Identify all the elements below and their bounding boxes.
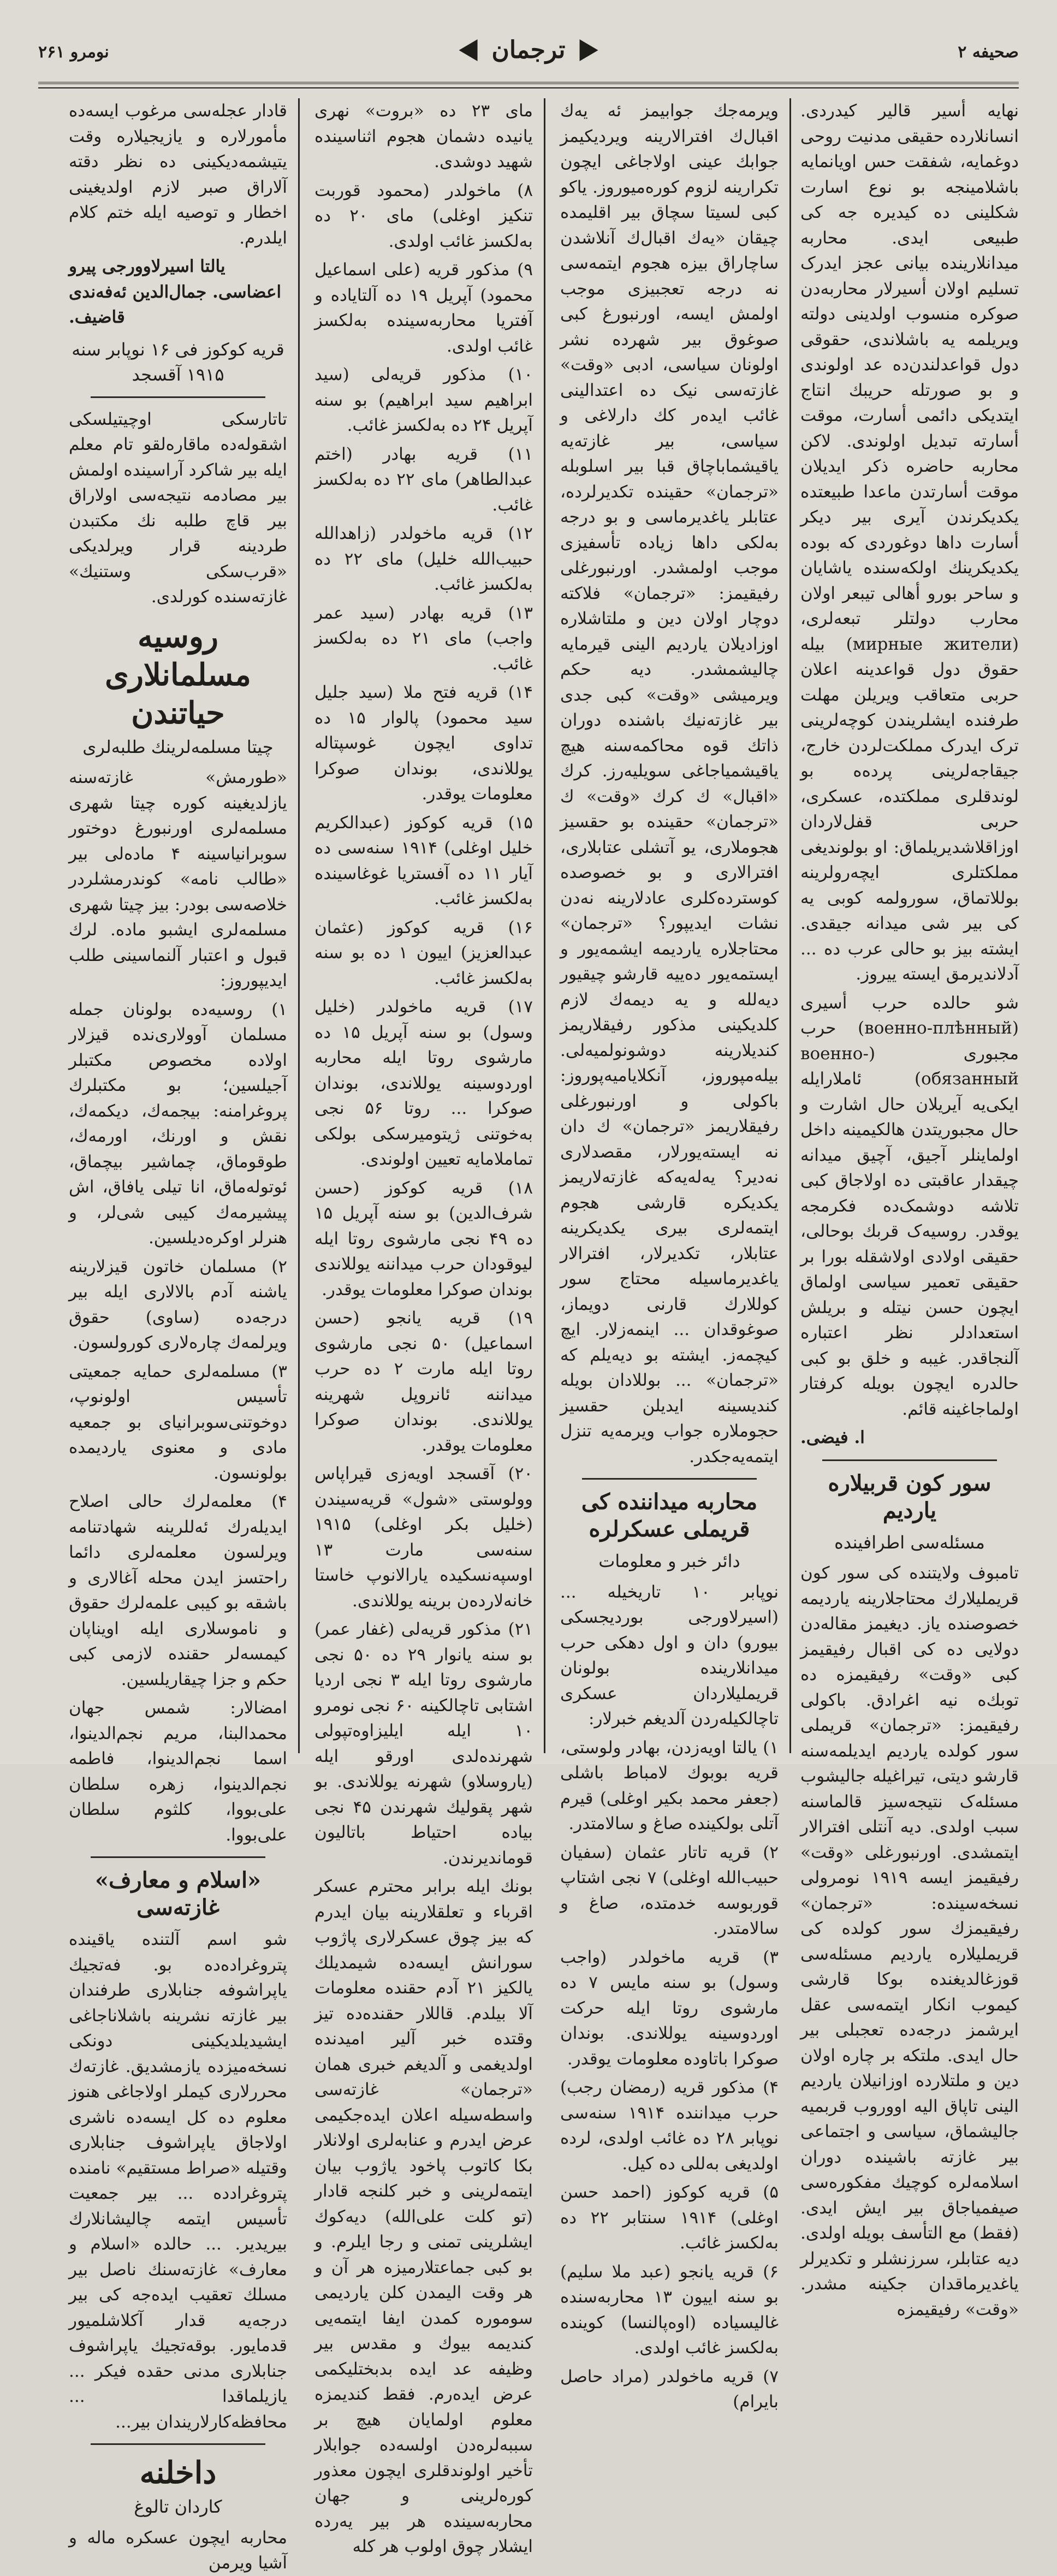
list-item: ۴) مذکور قریه (رمضان رجب) حرب میداننده ۱۹۱۴ سنه‌سی نوپابر ۲۸ ده غائب اولدی، لرده اولدیغی بەللی ده کیل. — [560, 2078, 779, 2174]
masthead-title-group — [459, 36, 598, 64]
list-item: ۱۵) قریه کوکوز (عبدالکریم خلیل اوغلی) ۱۹۱۴ سنه‌سی ده آیار ۱۱ ده آفستریا غوغاسینده بەلکسز غائب. — [314, 812, 533, 909]
section-headline: روسیه مسلمانلاری حیاتندن — [105, 618, 251, 731]
list-item: ۲۱) مذکور قریه‌لی (غفار عمر) بو سنه یانوار ۲۹ ده ۵۰ نجی مارشوی روتا ایله ۳ نجی اردیا اشتابی تاچالکینه ۶۰ نجی نومرو ۱۰ ایله ایلیزاوه‌تپولی شهرنده‌لدی اورقو ایله (یاروسلاو) شهرنه یوللاندی. بو شهر پقولیك شهرندن ۴۵ نجی بیاده احتیاط باتالیون قوماندیرندن. — [314, 1619, 533, 1868]
article-paragraph: محاربه ایچون عسکره ماله و آشیا ویرمن — [69, 2527, 287, 2573]
issue-number: نومرو ۲۶۱ — [38, 43, 109, 62]
column-3 — [314, 98, 533, 2556]
list-item: ۱) روسیه‌ده بولونان جمله مسلمان آوولاری‌نده قیزلار اولاده مخصوص مکتبلر آجیلسین؛ بو مکتبلرك پروغرامنه: بیجمه‌ك، دیکمه‌ك، نقش و اورنك، اورمه‌ك، طوقوماق، چماشیر بیچماق، ئوتوله‌ماق، انا تیلی یافاق، اش پیشیرمه‌ك کیبی شی‌لر، و هنرلر اوکره‌دیلسین. — [69, 999, 287, 1248]
ornament-right-icon — [579, 39, 598, 61]
article-separator — [822, 1459, 997, 1461]
article-separator — [91, 2443, 265, 2445]
article-paragraph: تامبوف ولایتنده کی سور کون قریملیلارك محتاجلارینه یاردیمه خصوصنده یاز. دیغیمز مقاله‌دن دولایی ده کی اقبال رفیقیمز کبی «وقت» رفیقیمزه ده توبك‌ه نیه اغرادق. باکولی رفیقیمز: «ترجمان» قریملی سور کولده یاردیم ایدیلمه‌سنه قارشو دیتی، تیراغیله جالیشوب مسئله‌ک نتیجه‌سیز قالماسنه سبب اولدی. دیه آنتلی افترالار ایتمشدی. اورنبورغلی «وقت» رفیقیمز ایسه ۱۹۱۹ نومرولی نسخه‌سینده: «ترجمان» رفیقیمزك سور کولده کی قریملیلاره یاردیم مسئله‌سی قوزغالدیغنده بوکا قارشی کیموب انکار ایتمه‌سی عقل ایرشمز درجه‌ده تعجبلی بیر حال ایدی. ملتکه بر چاره اولان دین و ملتلارده اوزانیلان یاردیم الینی تاپاق الیه اووروب قربمیه جالیشماق، سیاسی و اجتماعی بیر غازته باشینده دوران اسلامه‌لره کوچیك مفکوره‌سی صیفمیاجاق بیر ایش ایدی. (فقط) مع التأسف بویله اولدی. دیه عتابلر، سرزنشلر و تکدیرلر یاغدیرماقدان جکینه مشدر. «وقت» رفیقیمزه — [800, 1563, 1019, 2319]
article-headline: سور کون قربیلاره یاردیم — [828, 1470, 991, 1523]
list-item: ۱۱) قریه بهادر (اختم عبدالطاهر) مای ۲۲ ده بەلکسز غائب. — [314, 444, 533, 515]
list-item: ۵) قریه کوکوز (احمد حسن اوغلی) ۱۹۱۴ سنتابر ۲۲ ده بەلکسز غائب. — [560, 2182, 779, 2253]
list-item: ۶) قریه یانجو (عبد ملا سلیم) بو سنه اییون ۱۳ محاربه‌سنده غالیسیاده (اوه‌پالنسا) کوینده بەلکسز غائب اولدی. — [560, 2262, 779, 2358]
dateline: قریه کوکوز فی ۱۶ نوپابر سنه ۱۹۱۵ آقسجد — [72, 339, 284, 385]
header-rule — [38, 82, 1019, 84]
article-paragraph: نهایه أسیر قالیر کیدردی. انسانلارده حقیقی مدنیت روحی دوغمایه، شفقت حس اویانمایه باشلامینجه بو نوع اسارت شکلینی ده کیدیره جه کی طبیعی ایدی. محاربه میدانلارینده بیانی عجز ایدرک تسلیم اولان أسیرلار محاربه‌دن صوکره منسوب اولدینی دولته ویریلمه یه باشلاندی، حقوقی دول قواعد‌لندن‌ده عد اولوندی و بو صورتله حریبك انتاج ایتدیکی دائمی أسارت، موقت أسارته تبدیل اولوندی. لاکن محاربه حاضره ذکر ایدیلان موقت أسارتدن ماعدا طبیعتده یکدیکرندن آیری بیر دیکر أسارت داها دوغوردی که بوده یکدیکرینك اولکه‌سنده یاشایان و ساحر بورو أهالی تیبعر اولان محارب دولتلر تبعه‌لری، (мирные жители) بیله حقوق دول قواعدینه اعلان حربی متعاقب ویریلن مهلت طرفنده ایشلریندن کوچه‌لرینی ترک ایدرک مملکت‌لردن خارج، جیقاجه‌لرینی پرده‌ه بو لوندقلری مملکتده، عسکری، حربی قفل‌لاردان اوزاقلاشدیریلماق: او بولوندیغی مملکتلری ایچه‌رولرینه بوللاتماق، سورولمه کوبی یه کی بیر شی میدانه جیقدی. ایشته بیز بو حالی عرب ده ... آدلاندیرمق ایسته ییروز. — [800, 101, 1019, 984]
list-item: مای ۲۳ ده «بروت» نهری یانیده دشمان هجوم اثناسینده شهید دوشدی. — [314, 101, 533, 171]
list-item: ۱۴) قریه فتح ملا (سید جلیل سید محمود) پالوار ۱۵ ده تداوی ایچون غوسپتاله یوللاندی، بوندان صوکرا معلومات یوقدر. — [314, 682, 533, 804]
article-headline: محاربه میداننده کی قریملی عسکرلره — [581, 1489, 758, 1542]
article-separator — [582, 1478, 757, 1480]
list-item: ۱۷) قریه ماخولدر (خلیل وسول) بو سنه آپریل ۱۵ ده مارشوی روتا ایله محاربه اوردوسینه یوللاندی، بوندان صوکرا ... روتا ۵۶ نجی بەخوتنی ژیتومیرسکی بولکی تماملامایه تعیین اولوندی. — [314, 997, 533, 1169]
article-subheadline: چیتا مسلمه‌لرینك طلبه‌لری — [82, 736, 274, 757]
list-item: ۱۰) مذکور قریه‌لی (سید ابراهیم سید ابراهیم) بو سنه آپریل ۲۴ ده بەلکسز غائب. — [314, 365, 533, 435]
column-divider — [544, 98, 545, 1753]
column-4 — [69, 98, 287, 2573]
article-headline: «اسلام و معارف» غازته‌سی — [94, 1867, 262, 1920]
article-subheadline: دائر خبر و معلومات — [598, 1551, 740, 1571]
header-rule-secondary — [38, 87, 1019, 88]
article-paragraph: شو حالده حرب أسیری (военно-плѣнный) حرب مجبوری (военно-обязанный) ئاملارایله ایکی‌یه آیریلان حال اشارت و حال مجبوریتدن هالکیمینه داخل اولماینلر آجیق، آچیق میدانه چیقدار عاقبتی ده اولاجاق کبی تلاشه دوشمک‌ده فکرمجه یوقدر. روسیه‌ک قربك بوحالی، حقیقی اولادی اولاشقله بورا بر حقیقی تعمیر سیاسی اولماق ایچون حسن نیتله و بریلش استعدادلر نظر اعتباره آلنجاقدر. غیبه و خلق بو کبی حالدره ایچون بویله کرفتار اولماجاغینه قائم. — [800, 993, 1019, 1419]
article-paragraph: بونك ایله برابر محترم عسکر اقرباء و تعلقلارینه بیان ایدرم که بیز چوق عسکرلاری پاژوب سورانش ایسه‌ده شیمدیلك یالکیز ۲۱ آدم حقنده معلومات آلا بیلدم. قاللار حقنده‌ده تیز وقتده خبر آلیر امیدنده اولدیغمی و آلدیغم خبری همان «ترجمان» غازته‌سی واسطه‌سیله اعلان ایده‌جکیمی عرض ایدرم و عنابەلری اولانلار بکا کاتوب پاخود یاژوب بیان ایتمه‌لرینی و خبر کلنجه قادار (تو کلت علی‌الله) دیه‌کوك ایشلرینی تمنی و رجا ایلرم. و بو کبی جماعتلارمیزه هر آن و هر وقت الیمدن کلن یاردیمی سوموره کمدن ایفا ایتمه‌یی کندیمه بیوك و مقدس بیر وظیفه عد ایده‌ بدبختلیکمی عرض ایده‌رم. فقط کندیمزه معلوم اولمایان هیچ بر سببه‌لره‌دن اولسه‌ده جوابلار تأخیر اولوندقلری ایچون معذور کوره‌لرینی و جهان محاربه‌سینده هر بیر یه‌رده ایشلار چوق اولوب هر کله — [314, 1877, 533, 2556]
page-number: صحیفه ۲ — [958, 43, 1019, 62]
signers-list: امضالار: شمس جهان محمدالبنا، مریم نجم‌الدینوا، اسما نجم‌الدینوا، فاطمه نجم‌الدینوا، زهره سلطان علی‌بووا، کلثوم سلطان علی‌بووا. — [69, 1698, 287, 1845]
list-item: ۳) قریه ماخولدر (واجب وسول) بو سنه مایس ۷ ده مارشوی روتا ایله حرکت اوردوسینه یوللاندی. بوندان صوکرا باتا‌وده معلومات یوقدر. — [560, 1947, 779, 2069]
list-item: ۴) معلمه‌لرك حالی اصلاح ایدیله‌رك ئه‌للرینه شهادتنامه ویرلسون معلمه‌لری دائما راحتسز ایدن محله آغالاری و باشقه بو کیبی علمه‌لرك حقوق و ناموسلاری ایله اویناپان کیمسه‌لر حقنده لازمی کبی حکم و جزا چیقاریلسین. — [69, 1492, 287, 1689]
masthead — [38, 33, 1019, 82]
column-1 — [800, 98, 1019, 2319]
list-item: ۳) مسلمه‌لری حمایه جمعیتی تأسیس اولونوپ، دوخوتنی‌سوبرانیای بو جمعیه مادی و معنوی یاردیمده بولونسون. — [69, 1361, 287, 1483]
article-separator — [91, 1856, 265, 1858]
article-paragraph: نوپابر ۱۰ تاریخیله ... (اسیرلاورجی بوردیجسکی بیورو) دان و اول دهکی حرب میدانلارینده بولونان قریملیلاردان عسکری تاچالکیله‌ردن آلدیغم خبرلار: — [560, 1582, 779, 1729]
section-headline: داخلنه — [139, 2455, 217, 2491]
list-item: ۹) مذکور قریه (علی اسماعیل محمود) آپریل ۱۹ ده آلتایاده و آفتریا محاربه‌سینده بەلکسز غائب اولدی. — [314, 260, 533, 356]
article-paragraph: «طورمش» غازته‌سنه یازلدیغینه کوره چیتا شهری مسلمه‌لری اورنبورغ دوختور سوبرانیاسینه ۴ ماده‌لی بیر «طالب نامه» کوندرمشلردر خلاصه‌سی بودر: بیز چیتا شهری مسلمه‌لری ایشبو ماده. لرك قبول و اعتبار آلنماسینی طلب ایدیپوروز: — [69, 768, 287, 990]
article-paragraph: تاتارسکی اوچیتیلسکی اشقوله‌ده ماقاره‌لقو تام معلم ایله بیر شاکرد آراسینده اولمش بیر مصادمه نتیجه‌سی اولاراق بیر قاچ طلبه نك مکتبدن طرد‌ینه قرار ویرلدیکی «قرب‌سکی وستنیك» غازته‌سنده کورلدی. — [69, 409, 287, 607]
list-item: ۲۰) آقسجد اویه‌زی قیراپاس وولوستی «شول» قریه‌سیندن (خلیل بکر اوغلی) ۱۹۱۵ سنه‌سی مارت ۱۳ اوسپه‌نسکیده یارالانوپ خاستا خانه‌لارده‌ن برینه یوللاندی. — [314, 1464, 533, 1611]
column-2 — [560, 98, 779, 2412]
list-item: ۷) قریه ماخولدر (مراد حاصل بایرام) — [560, 2366, 779, 2412]
author-signature: یالتا اسیرلاوورجی پیرو اعضاسی. جمال‌الدین ئه‌فه‌ندی قاضیف. — [69, 257, 282, 327]
article-paragraph: ویرمه‌جك جوابیمز ئه ‌یه‌ك اقبال‌ك افترالارینه ویردیکیمز جوابك عینی اولاجاغی ایچون تکرارینه لزوم کوره‌میوروز. یاکو کبی لسیتا سچاق بیر اقلیمده چیقان «یه‌ك اقبال‌ك آنلاشدن ساچاراق بیزه هجوم ایتمه‌سی نه درجه تعجبیزی موجب اولمش ایسه، اورنبورغ کبی صوغوق بیر شهرده نشر اولونان سیاسی، ادبی «وقت» غازته‌سی نیک ده اعتدالینی غائب ایده‌ر كك دارلاغی و سیاسی، بیر غازته‌یه یاقیشما‌باچاق قبا بیر اسلوبله «ترجمان» حقینده تکدیرلرده، عتابلر یاغدیرماسی و بو درجه بەلکی داها زیاده تأسفیزی موجب اولمشدر. اورنبورغلی رفیقیمز: «ترجمان» فلاکته دوچار اولان دین و ملتاشلاره اوزادیلان یاردیم الینی قیرمایه چالیشمشدر. دیه حکم ویرمیشی «وقت» کبی جدی بیر غازته‌نیك باشنده دوران ذاتك قوه محاکمه‌سنه هیچ یاقیشمیاجاغی سویلیه‌رز. کرك «اقبال» ك کرك «وقت» ك «ترجمان» حقینده بو حقسیز هجوملاری، یو آتشلی عتابلاری، افترالاری و بو خصوصده کوسترده‌کلری عادلارینه نه‌دن نشات ایدیپور؟ «ترجمان» محتاجلاره یاردیمه ایشمه‌یور و ایستمه‌یور ده‌ییه قارشو چیقیور دیه‌لله و یه دیمه‌ك لازم کلدیکینی مذکور رفیقلاریمز کندیلارینه دوشونولمیه‌لی. بیله‌مپوروز، آنکلایامیه‌پوروز: باکولی و اورنبورغلی رفیقلاریمز «ترجمان» ك دان نه ایستەیورلار، مقصدلاری نه‌دیر؟ یه‌له‌یه‌کە غازته‌لاریمز یکدیکره قارشی هجوم ایتمه‌لری بیری یکدیکرینه عتابلار، تکدیرلار، افترالار یاغدیرماسیله محتاج سور کوللارك قارنی دویماز، صوغوقدان ... اینمه‌زلار. ایچ کیچمه‌ز. ایشته بو دیه‌یلم که «ترجمان» ... بوللادان بویله کندیسینه ایدیلن حقسیز حجوملاره جواب ویرمه‌یه تنزل ایتمه‌یه‌جکدر. — [560, 101, 779, 1467]
newspaper-title: ترجمان — [491, 36, 566, 64]
list-item: ۸) ماخولدر (محمود قوربت تنکیز اوغلی) مای ۲۰ ده بەلکسز غائب اولدی. — [314, 180, 533, 251]
article-paragraph: شو اسم آلتنده یاقینده پتروغراده‌ده بو. فه‌تجیك یاپراشوفه جنابلاری طرفندان بیر غازته نشرینه باشلاناجاغی ایشیدیلدیکینی دونکی نسخه‌میزده یازمشدیق. غازته‌ك محررلاری کیملر اولاجاغی هنوز معلوم ده کل ایسه‌ده ناشری اولاجاق یاپراشوف جنابلاری وقتیله «صراط مستقیم» نامنده پتروغراد‌ده ... بیر جمعیت تأسیس ایتمه چالیشانلارك بیریدیر. ... حالده «اسلام و معارف» غازته‌سنك ناصل بیر مسلك تعقیب ایده‌جه کی بیر درجه‌یه قدار آکلاشلمیور قدمایور. بوقه‌تجیك یاپراشوف جنابلاری مدنی حقده فیکر ... یازیلماقدا ... محافظه‌کارلاریندان بیر... — [69, 1930, 287, 2432]
list-item: ۱) یالتا اویه‌زدن، بهادر ولوستی، قریه بوبوك لامباط باشلی (جعفر محمد بکیر اوغلی) قیرم آتلی بولکینده صاغ و سالامتدر. — [560, 1737, 779, 1833]
article-subheadline: کاردان تالوغ — [134, 2496, 222, 2517]
article-subheadline: مسئله‌سی اطرافینده — [834, 1532, 985, 1553]
ornament-left-icon — [459, 39, 478, 61]
list-item: ۱۹) قریه یانجو (حسن اسماعیل) ۵۰ نجی مارشوی روتا ایله مارت ۲ ده حرب میداننه ئانروپل شهرینه یوللاندی. بوندان صوکرا معلومات یوقدر. — [314, 1308, 533, 1455]
list-item: ۱۶) قریه کوکوز (عثمان عبدالعزیز) اییون ۱ ده بو سنه بەلکسز غائب. — [314, 917, 533, 988]
list-item: ۲) مسلمان خاتون قیزلارینه یاشنه آدم بالالاری ایله بیر درجه‌ده (ساوی) حقوق ویرلمه‌ك چاره‌لاری کورولسون. — [69, 1256, 287, 1352]
article-paragraph: قادار عجله‌سی مرغوب ایسه‌ده مأمورلاره و یازیجیلاره وقت یتیشمه‌دیکینی ده نظر دقته آلاراق صبر لازم اولدیغینی اخطار و توصیه ایله ختم کلام ایلدرم. — [69, 101, 287, 248]
list-item: ۱۳) قریه بهادر (سید عمر واجب) مای ۲۱ ده بەلکسز غائب. — [314, 603, 533, 674]
column-divider — [298, 98, 300, 1753]
column-divider — [789, 98, 791, 1753]
article-separator — [91, 396, 265, 398]
list-item: ۱۸) قریه کوکوز (حسن شرف‌الدین) بو سنه آپریل ۱۵ ده ۴۹ نجی مارشوی روتا ایله لیوقودان حرب میداننه یوللاندی بوندان صوکرا معلومات یوقدر. — [314, 1178, 533, 1299]
list-item: ۱۲) قریه ماخولدر (زاهدالله حبیب‌الله خلیل) مای ۲۲ ده بەلکسز غائب. — [314, 524, 533, 594]
author-signature: ا. فیضی. — [800, 1428, 865, 1447]
list-item: ۲) قریه تاتار عثمان (سفیان حبیب‌الله اوغلی) ۷ نجی اشتاپ قوربوسه خدمتده، صاغ و سالامتدر. — [560, 1842, 779, 1938]
